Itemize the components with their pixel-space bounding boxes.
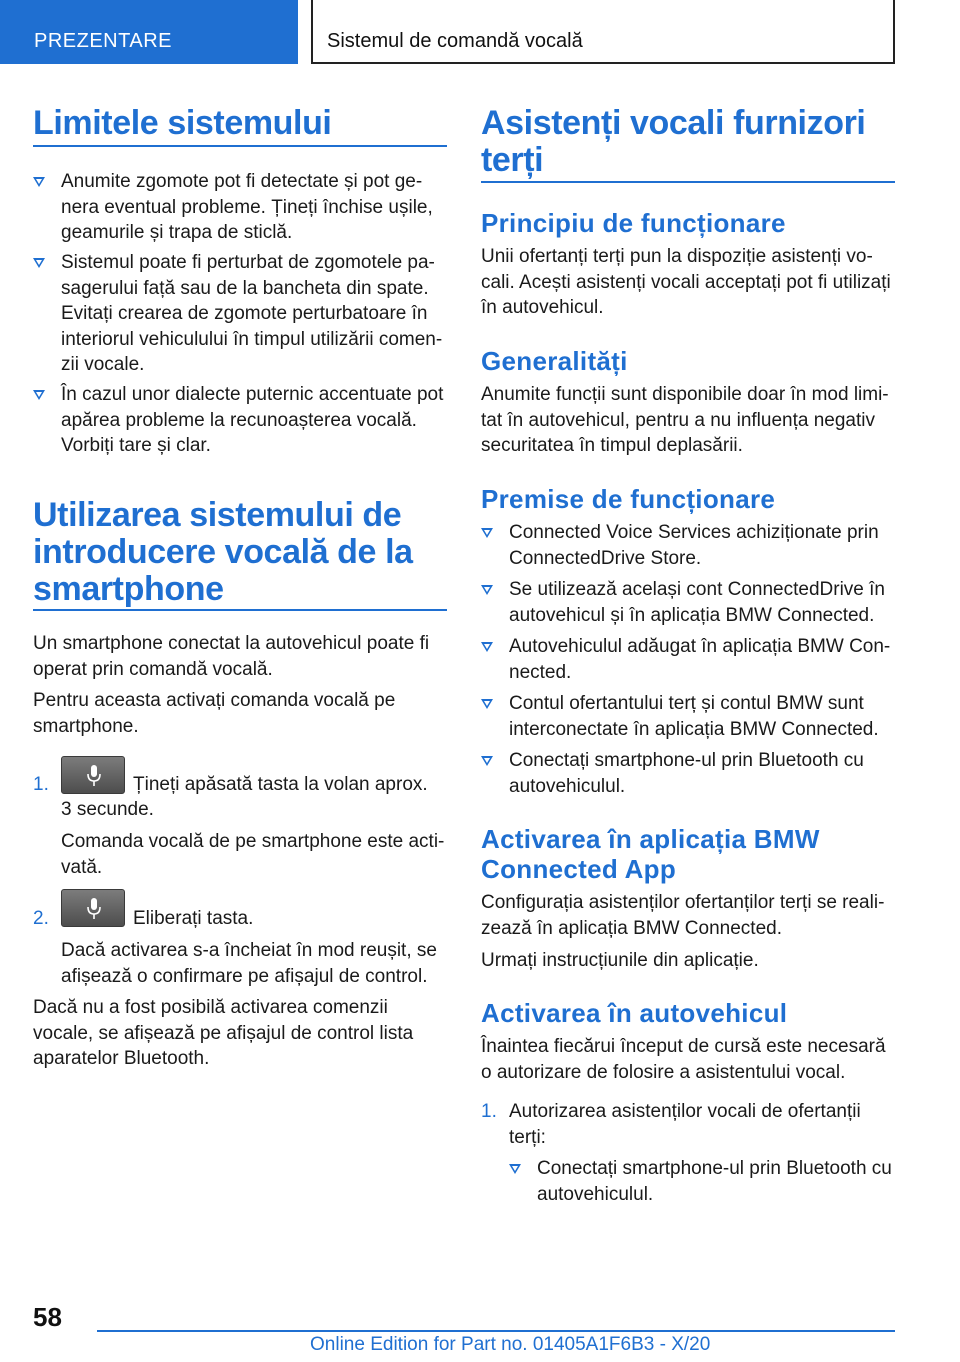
triangle-bullet-icon — [481, 756, 493, 766]
triangle-bullet-icon — [33, 177, 45, 187]
step-text: Eliberați tasta. — [133, 908, 254, 929]
list-item: Contul ofertantului terț și contul BMW sunt interconectate în aplicația BMW Connected. — [481, 691, 895, 742]
subheading-prerequisites: Premise de funcționare — [481, 484, 776, 514]
heading-smartphone: Utilizarea sistemului de introducere vocală de la smartphone — [33, 496, 413, 608]
list-item: Autovehiculul adăugat în aplicația BMW Con-nected. — [481, 634, 895, 685]
subheading-general: Generalități — [481, 346, 628, 376]
heading-third-party-assistants: Asistenți vocali furnizori terți — [481, 104, 866, 179]
paragraph: Dacă nu a fost posibilă activarea comenzii vocale, se afișează pe afișajul de control lista aparatelor Bluetooth. — [33, 997, 414, 1069]
footer-rule — [97, 1330, 895, 1332]
paragraph: Configurația asistenților ofertanților terți se reali-zează în aplicația BMW Connected. — [481, 892, 885, 939]
triangle-bullet-icon — [509, 1164, 521, 1174]
subheading-vehicle-activation: Activarea în autovehicul — [481, 998, 788, 1028]
step-number: 2. — [33, 908, 49, 929]
heading-rule — [33, 145, 447, 147]
voice-button-icon — [61, 756, 125, 794]
list-item: Connected Voice Services achiziționate prin ConnectedDrive Store. — [481, 520, 895, 571]
step-text: Țineți apăsată tasta la volan aprox. — [133, 774, 428, 795]
list-item: Anumite zgomote pot fi detectate și pot ge-nera eventual probleme. Țineți închise ușile, geamurile și trapa de sticlă. — [33, 169, 447, 246]
heading-rule — [33, 609, 447, 611]
section-tab — [0, 0, 298, 64]
step-text: Autorizarea asistenților vocali de ofertanții terți: — [509, 1101, 861, 1148]
chapter-header — [311, 0, 895, 64]
triangle-bullet-icon — [481, 585, 493, 595]
paragraph: Unii ofertanți terți pun la dispoziție asistenți vo-cali. Acești asistenți vocali acceptați pot fi utilizați în autovehicul. — [481, 246, 891, 318]
subheading-principle: Principiu de funcționare — [481, 208, 786, 238]
triangle-bullet-icon — [481, 528, 493, 538]
list-item: Sistemul poate fi perturbat de zgomotele pa-sagerului față sau de la bancheta din spate. Evitați crearea de zgomote perturbatoare în interiorul vehiculului în timpul utilizării comen-zii vocale. — [33, 250, 447, 378]
list-item: În cazul unor dialecte puternic accentuate pot apărea probleme la recunoașterea vocală. Vorbiți tare și clar. — [33, 382, 447, 459]
heading-rule — [481, 181, 895, 183]
triangle-bullet-icon — [481, 642, 493, 652]
paragraph: Înaintea fiecărui început de cursă este necesară o autorizare de folosire a asistentului vocal. — [481, 1036, 886, 1083]
section-tab-label: PREZENTARE — [34, 30, 172, 52]
chapter-title: Sistemul de comandă vocală — [327, 30, 583, 52]
voice-button-icon — [61, 889, 125, 927]
triangle-bullet-icon — [33, 258, 45, 268]
heading-limits: Limitele sistemului — [33, 104, 332, 142]
step-number: 1. — [481, 1101, 497, 1122]
step-number: 1. — [33, 774, 49, 795]
list-item: Se utilizează același cont ConnectedDrive în autovehicul și în aplicația BMW Connected. — [481, 577, 895, 628]
step-result: Dacă activarea s-a încheiat în mod reușit, se afișează o confirmare pe afișajul de control. — [61, 940, 437, 987]
triangle-bullet-icon — [481, 699, 493, 709]
paragraph: Pentru aceasta activați comanda vocală pe smartphone. — [33, 690, 396, 737]
paragraph: Un smartphone conectat la autovehicul poate fi operat prin comandă vocală. — [33, 633, 430, 680]
page-number: 58 — [33, 1302, 62, 1332]
footer-edition: Online Edition for Part no. 01405A1F6B3 - X/20 — [310, 1334, 711, 1355]
subheading-app-activation: Activarea în aplicația BMW Connected App — [481, 824, 820, 884]
list-item: Conectați smartphone-ul prin Bluetooth cu autovehiculul. — [481, 748, 895, 799]
step-text: 3 secunde. — [61, 799, 154, 820]
paragraph: Urmați instrucțiunile din aplicație. — [481, 950, 759, 971]
step-result: Comanda vocală de pe smartphone este acti-vată. — [61, 831, 445, 878]
paragraph: Anumite funcții sunt disponibile doar în mod limi-tat în autovehicul, pentru a nu influența negativ securitatea în timpul deplasării. — [481, 384, 889, 456]
list-item: Conectați smartphone-ul prin Bluetooth cu autovehiculul. — [509, 1156, 895, 1207]
triangle-bullet-icon — [33, 390, 45, 400]
